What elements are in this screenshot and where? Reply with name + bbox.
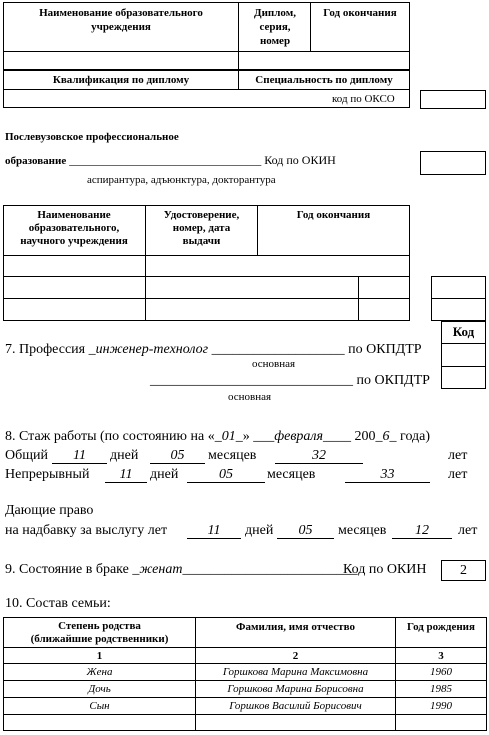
- profession-main-label-2: основная: [228, 391, 272, 403]
- family-relation: Дочь: [4, 681, 196, 698]
- family-title: 10. Состав семьи:: [5, 596, 111, 611]
- qualification-header: Квалификация по диплому: [52, 74, 190, 86]
- sci-col-certificate: Удостоверение, номер, дата выдачи: [163, 209, 240, 247]
- family-year: 1985: [396, 681, 487, 698]
- family-name: Горшкова Марина Максимовна: [196, 664, 396, 681]
- bonus-line: на надбавку за выслугу лет 11 дней 05 месяцев 12 лет: [5, 523, 478, 538]
- profession-main-label-1: основная: [252, 358, 296, 370]
- family-col-name: Фамилия, имя отчество: [196, 618, 396, 648]
- family-col-year: Год рождения: [396, 618, 487, 648]
- okin-code-box-postgrad: [420, 151, 486, 175]
- family-colnum-2: 2: [196, 648, 396, 664]
- edu-col-institution: Наименование образовательного учреждения: [39, 7, 203, 33]
- family-year: 1960: [396, 664, 487, 681]
- sci-code-box-2: [431, 298, 486, 321]
- edu-col-diploma: Диплом, серия, номер: [254, 7, 296, 47]
- okso-code-box: [420, 90, 486, 109]
- family-year: 1990: [396, 698, 487, 715]
- profession-line-2: _____________________________ по ОКПДТР: [150, 373, 430, 388]
- specialty-header: Специальность по диплому: [255, 74, 393, 86]
- table-row: [4, 698, 487, 715]
- okso-label: код по ОКСО: [332, 93, 395, 105]
- family-relation: Жена: [4, 664, 196, 681]
- stazh-continuous: Непрерывный 11 дней 05 месяцев 33 лет: [5, 467, 468, 482]
- sci-col-year: Год окончания: [296, 209, 371, 221]
- table-row: [4, 681, 487, 698]
- stazh-line-date: 8. Стаж работы (по состоянию на «_01_» ___февраля____ 200_6_ года): [5, 429, 431, 444]
- marriage-okin-label: Код по ОКИН: [343, 562, 427, 577]
- family-name: Горшков Василий Борисович: [196, 698, 396, 715]
- postgrad-note: аспирантура, адъюнктура, докторантура: [87, 174, 276, 186]
- postgrad-line: образование ________________________________ Код по ОКИН: [5, 153, 336, 167]
- family-name: Горшкова Марина Борисовна: [196, 681, 396, 698]
- table-row-empty: [4, 715, 487, 731]
- sci-col-institution: Наименование образовательного, научного учреждения: [20, 209, 128, 247]
- profession-code-header: Код: [452, 324, 475, 339]
- family-table: [3, 617, 487, 731]
- profession-value: инженер-технолог: [95, 342, 209, 357]
- stazh-general: Общий 11 дней 05 месяцев 32 лет: [5, 448, 468, 463]
- marriage-value: женат: [139, 562, 183, 577]
- marriage-code-box: 2: [441, 560, 486, 581]
- family-colnum-3: 3: [396, 648, 487, 664]
- marriage-line: 9. Состояние в браке _женат_________________________: [5, 562, 358, 577]
- family-col-relation: Степень родства (ближайшие родственники): [4, 618, 196, 648]
- postgrad-title: Послевузовское профессиональное: [5, 131, 179, 143]
- sci-code-box-1: [431, 276, 486, 299]
- edu-col-year: Год окончания: [323, 7, 397, 19]
- table-row: [4, 664, 487, 681]
- bonus-title: Дающие право: [5, 503, 94, 518]
- family-colnum-1: 1: [4, 648, 196, 664]
- family-relation: Сын: [4, 698, 196, 715]
- profession-line-1: 7. Профессия _инженер-технолог ___________________ по ОКПДТР: [5, 342, 422, 357]
